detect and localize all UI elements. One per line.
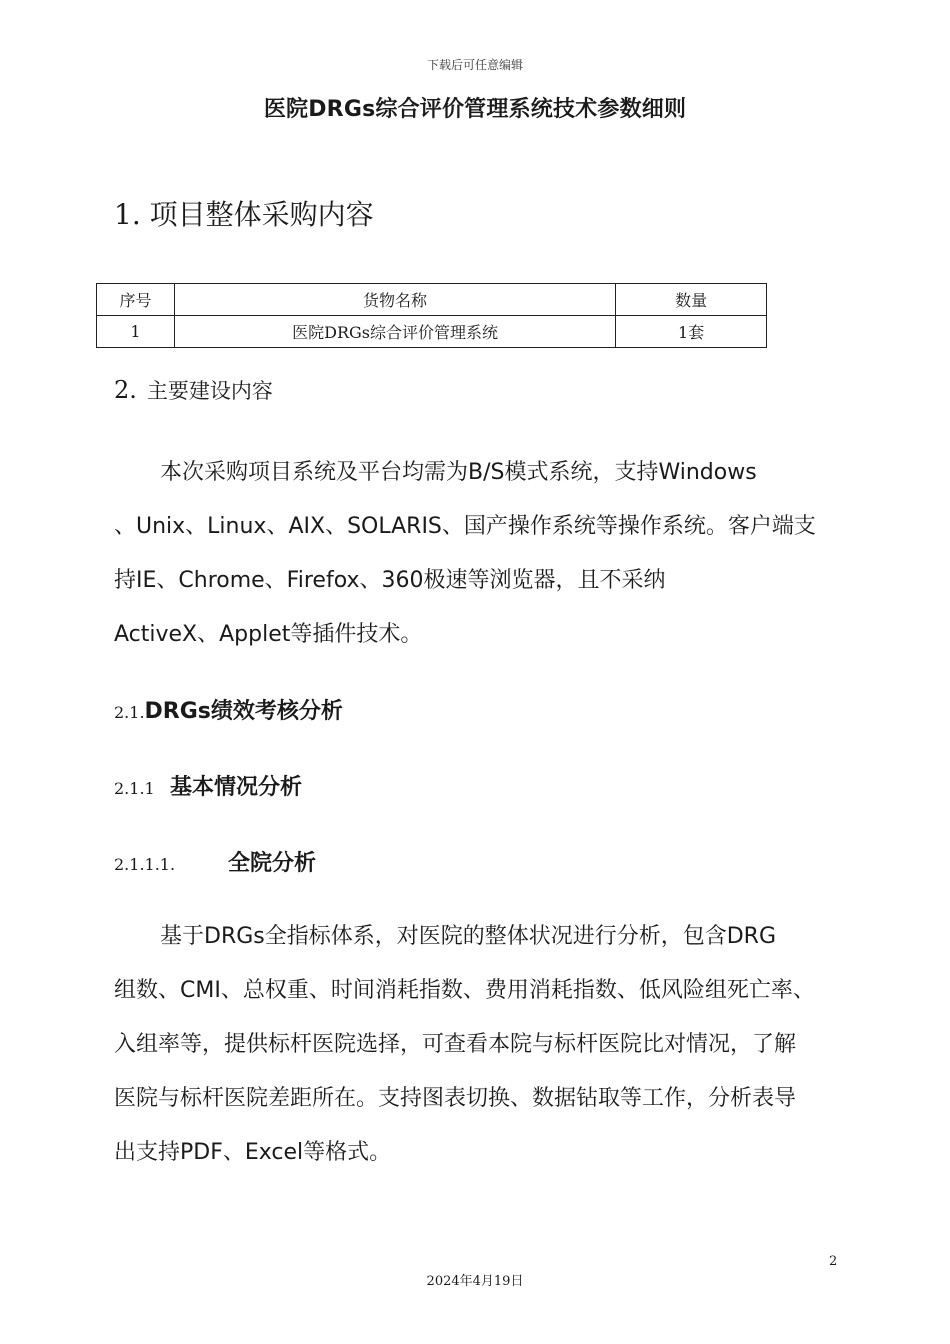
section-2-1-1-1-paragraph	[114, 910, 839, 1180]
table-row	[97, 316, 767, 348]
section-2-1-1-heading	[114, 770, 302, 801]
section-1-heading	[114, 193, 374, 233]
paragraph-line: 出支持PDF、Excel等格式。	[114, 1140, 392, 1165]
column-header-index: 序号	[97, 284, 175, 316]
section-2-1-1-number: 2.1.1	[114, 779, 155, 798]
paragraph-line: 持IE、Chrome、Firefox、360极速等浏览器，且不采纳	[114, 568, 666, 593]
paragraph-line: ActiveX、Applet等插件技术。	[114, 622, 423, 647]
section-2-heading	[114, 375, 273, 405]
paragraph-line: 医院与标杆医院差距所在。支持图表切换、数据钻取等工作，分析表导	[114, 1086, 797, 1111]
section-2-1-1-1-title: 全院分析	[228, 851, 317, 876]
cell-index: 1	[97, 316, 175, 348]
section-2-1-number: 2.1.	[114, 703, 145, 722]
section-1-number: 1.	[114, 198, 141, 231]
footer-date: 2024年4月19日	[426, 1274, 524, 1289]
section-2-1-title: DRGs绩效考核分析	[144, 699, 343, 724]
paragraph-line: 基于DRGs全指标体系，对医院的整体状况进行分析，包含DRG	[160, 924, 777, 949]
section-2-1-1-title: 基本情况分析	[170, 775, 303, 800]
paragraph-line: 组数、CMI、总权重、时间消耗指数、费用消耗指数、低风险组死亡率、	[114, 978, 815, 1003]
paragraph-line: 入组率等，提供标杆医院选择，可查看本院与标杆医院比对情况，了解	[114, 1032, 797, 1057]
column-header-goods-name: 货物名称	[174, 284, 615, 316]
document-title: 医院DRGs综合评价管理系统技术参数细则	[263, 97, 687, 122]
section-2-paragraph	[114, 446, 839, 662]
cell-quantity: 1套	[616, 316, 767, 348]
page-number: 2	[829, 1254, 838, 1269]
paragraph-line: 、Unix、Linux、AIX、SOLARIS、国产操作系统等操作系统。客户端支	[114, 514, 816, 539]
column-header-quantity: 数量	[616, 284, 767, 316]
section-2-title: 主要建设内容	[146, 379, 273, 403]
cell-goods-name: 医院DRGs综合评价管理系统	[174, 316, 615, 348]
header-note: 下载后可任意编辑	[426, 58, 523, 72]
section-2-number: 2.	[114, 376, 137, 404]
section-1-title: 项目整体采购内容	[149, 198, 374, 231]
section-2-1-1-1-heading	[114, 846, 316, 877]
table-header-row	[97, 284, 767, 316]
section-2-1-1-1-number: 2.1.1.1.	[114, 855, 176, 874]
paragraph-line: 本次采购项目系统及平台均需为B/S模式系统，支持Windows	[160, 460, 757, 485]
goods-table	[96, 283, 767, 348]
section-2-1-heading	[114, 694, 343, 725]
